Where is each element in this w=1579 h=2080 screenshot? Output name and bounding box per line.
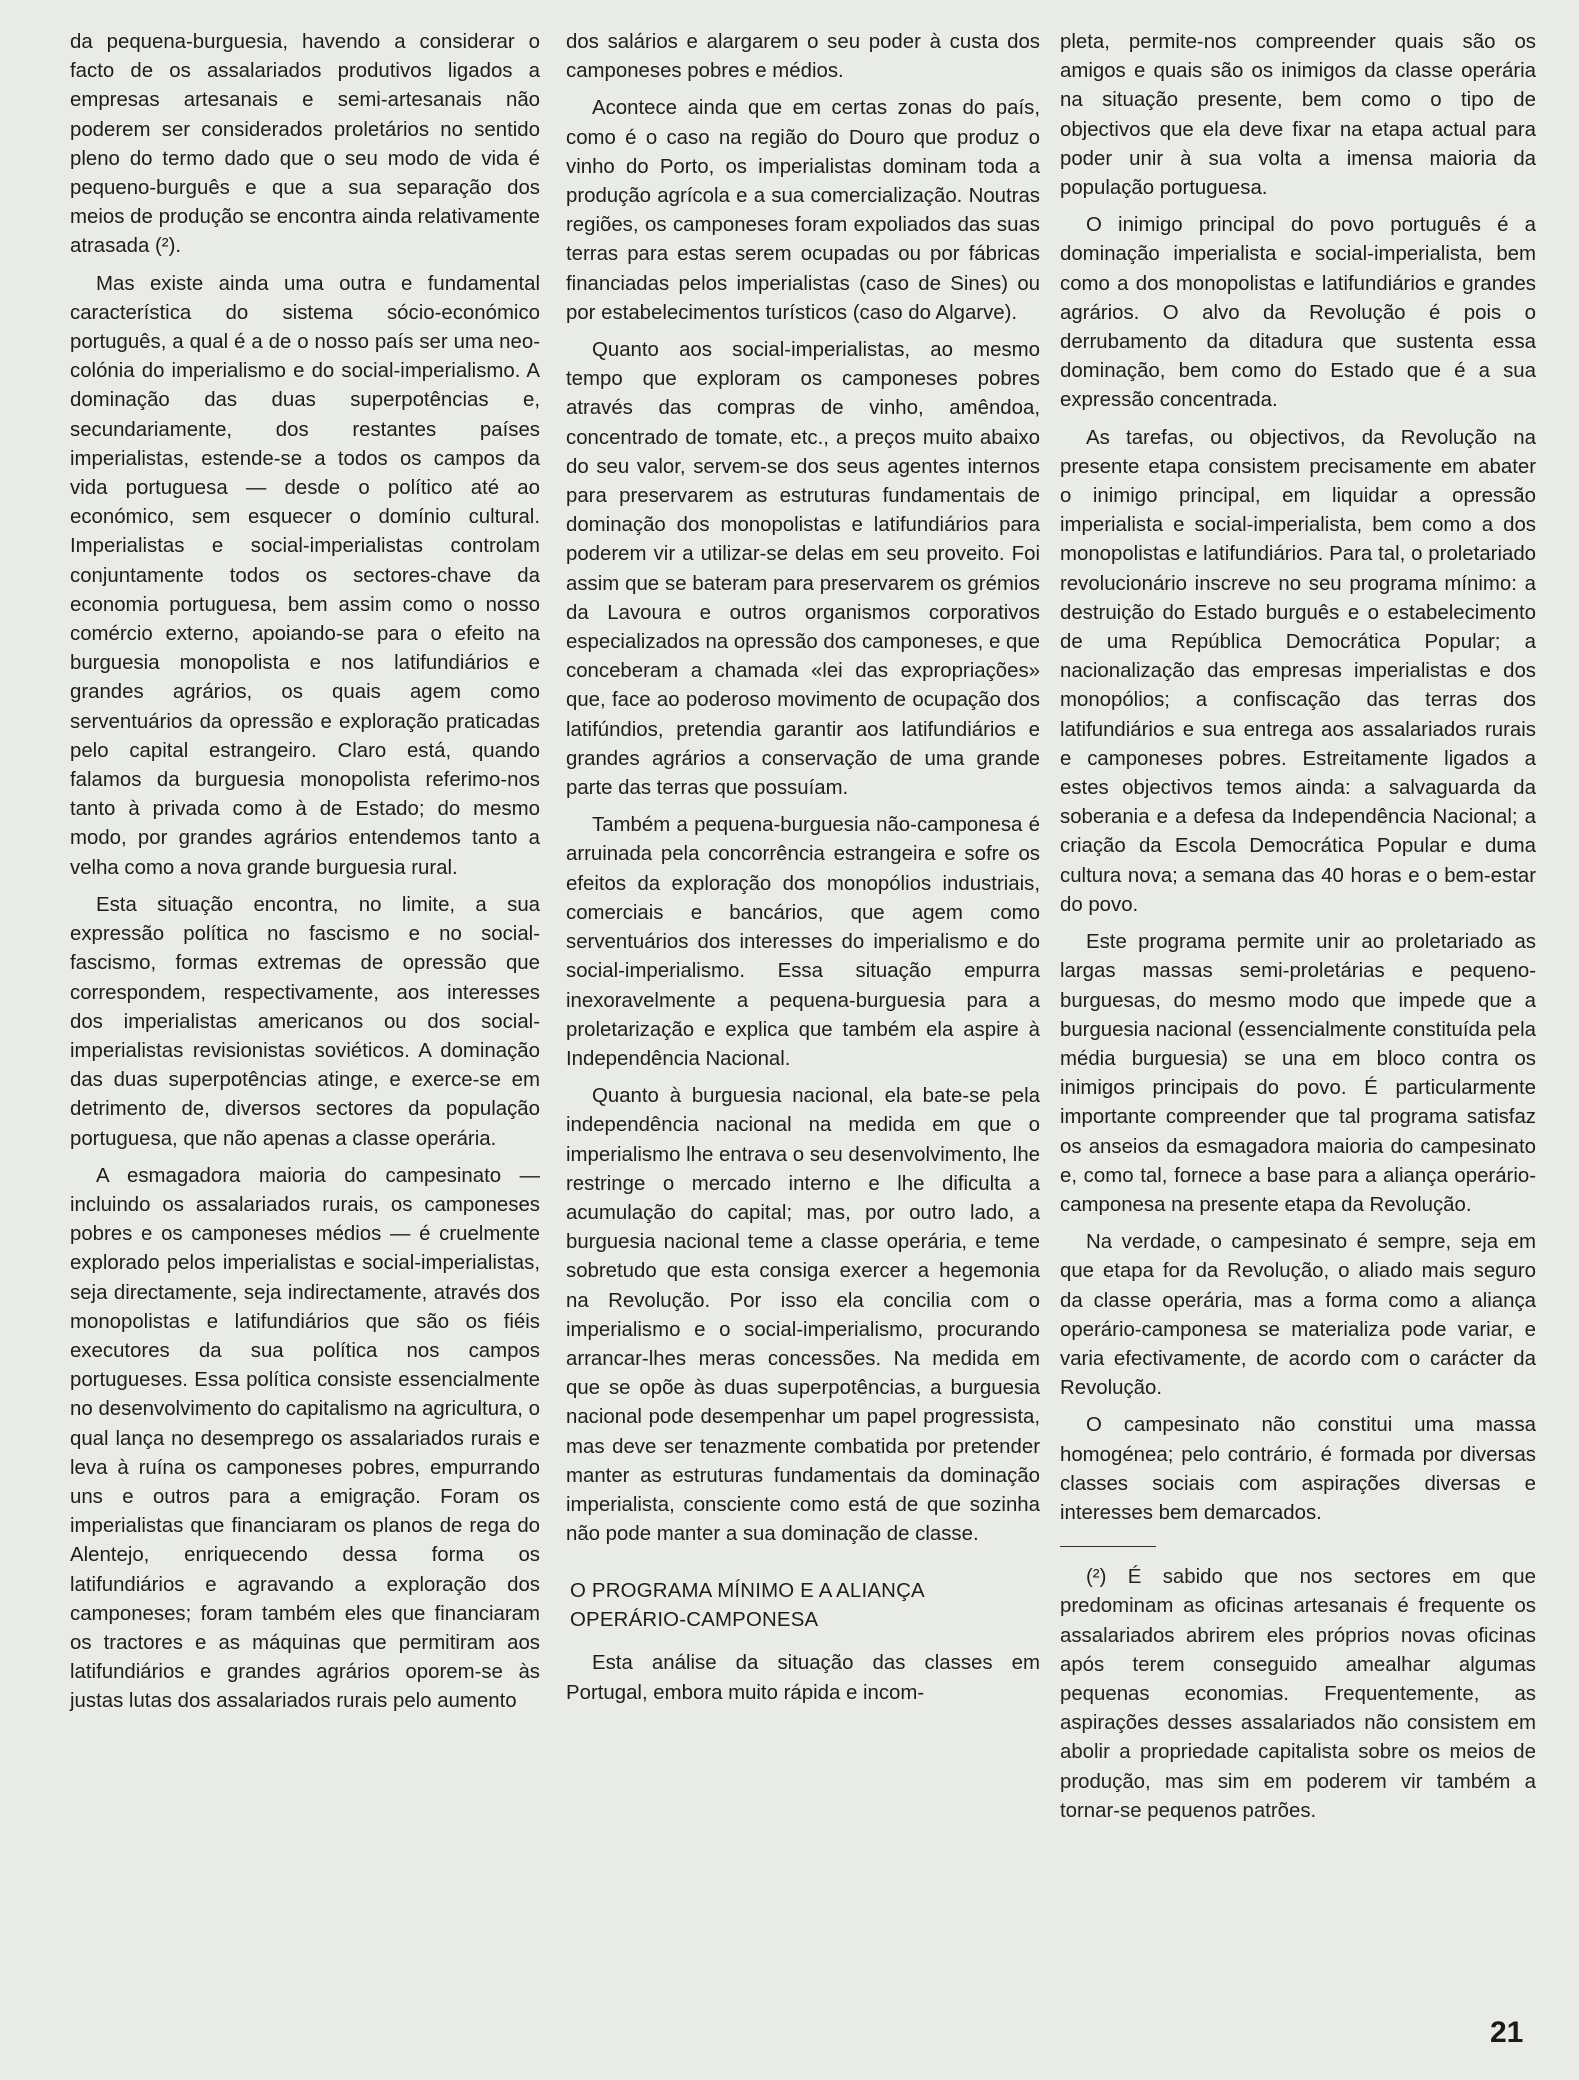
paragraph: Este programa permite unir ao proletariado as largas massas semi-proletárias e pequeno-burguesas, do mesmo modo que impede que a burguesia nacional (essencialmente constituída pela média burguesia) se una em bloco contra os inimigos principais do povo. É particularmente importante compreender que tal programa satisfaz os anseios da esmagadora maioria do campesinato e, como tal, fornece a base para a aliança operário-camponesa na presente etapa da Revolução. xyxy=(1060,931,1536,1216)
paragraph: Na verdade, o campesinato é sempre, seja em que etapa for da Revolução, o aliado mais seguro da classe operária, mas a forma como a aliança operário-camponesa se materializa pode variar, e varia efectivamente, de acordo com o carácter da Revolução. xyxy=(1060,1231,1536,1400)
paragraph: Também a pequena-burguesia não-camponesa é arruinada pela concorrência estrangeira e sofre os efeitos da exploração dos monopólios industriais, comerciais e bancários, que agem como serventuários dos interesses do imperialismo e do social-imperialismo. Essa situação empurra inexoravelmente a pequena-burguesia para a proletarização e explica que também ela aspire à Independência Nacional. xyxy=(566,814,1040,1070)
paragraph: Mas existe ainda uma outra e fundamental característica do sistema sócio-económico português, a qual é a de o nosso país ser uma neo-colónia do imperialismo e do social-imperialismo. A dominação das duas superpotências e, secundariamente, dos restantes países imperialistas, estende-se a todos os campos da vida portuguesa — desde o político até ao económico, sem esquecer o domínio cultural. Imperialistas e social-imperialistas controlam conjuntamente todos os sectores-chave da economia portuguesa, bem assim como o nosso comércio externo, apoiando-se para o efeito na burguesia monopolista e nos latifundiários e grandes agrários, os quais agem como serventuários da opressão e exploração praticadas pelo capital estrangeiro. Claro está, quando falamos da burguesia monopolista referimo-nos tanto à privada como à de Estado; do mesmo modo, por grandes agrários entendemos tanto a velha como a nova grande burguesia rural. xyxy=(70,272,540,879)
section-heading xyxy=(566,1577,1040,1635)
paragraph: Quanto aos social-imperialistas, ao mesmo tempo que exploram os camponeses pobres através das compras de vinho, amêndoa, concentrado de tomate, etc., a preços muito abaixo do seu valor, servem-se dos seus agentes internos para preservarem as estruturas fundamentais de dominação dos monopolistas e latifundiários para poderem vir a utilizar-se delas em seu proveito. Foi assim que se bateram para preservarem os grémios da Lavoura e outros organismos corporativos especializados na opressão dos camponeses, e que conceberam a chamada «lei das expropriações» que, face ao poderoso movimento de ocupação dos latifúndios, pretendia garantir aos latifundiários e grandes agrários a conservação de uma grande parte das terras que possuíam. xyxy=(566,339,1040,800)
paragraph: O inimigo principal do povo português é a dominação imperialista e social-imperialista, bem como a dos monopolistas e latifundiários e grandes agrários. O alvo da Revolução é pois o derrubamento da ditadura que sustenta essa dominação, bem como do Estado que é a sua expressão concentrada. xyxy=(1060,214,1536,412)
footnote-divider xyxy=(1060,1546,1156,1547)
paragraph: da pequena-burguesia, havendo a considerar o facto de os assalariados produtivos ligados a empresas artesanais e semi-artesanais não poderem ser considerados proletários no sentido pleno do termo dado que o seu modo de vida é pequeno-burguês e que a sua separação dos meios de produção se encontra ainda relativamente atrasada (²). xyxy=(70,31,540,258)
paragraph: Esta situação encontra, no limite, a sua expressão política no fascismo e no social-fascismo, formas extremas de opressão que correspondem, respectivamente, aos interesses dos imperialistas americanos ou dos social-imperialistas revisionistas soviéticos. A dominação das duas superpotências atinge, e exerce-se em detrimento de, diversos sectores da população portuguesa, que não apenas a classe operária. xyxy=(70,893,540,1150)
section-heading-line: O PROGRAMA MÍNIMO E A ALIANÇA xyxy=(570,1580,925,1603)
paragraph: Acontece ainda que em certas zonas do país, como é o caso na região do Douro que produz o vinho do Porto, os imperialistas dominam toda a produção agrícola e a sua comercialização. Noutras regiões, os camponeses foram expoliados das suas terras para estas serem ocupadas ou por fábricas financiadas pelos imperialistas (caso de Sines) ou por estabelecimentos turísticos (caso do Algarve). xyxy=(566,97,1040,324)
page-number: 21 xyxy=(1490,2016,1524,2049)
footnote: (²) É sabido que nos sectores em que predominam as oficinas artesanais é frequente os assalariados abrirem eles próprios novas oficinas após terem conseguido amealhar algumas pequenas economias. Frequentemente, as aspirações desses assalariados não consistem em abolir a propriedade capitalista sobre os meios de produção, mas sim em poderem vir também a tornar-se pequenos patrões. xyxy=(1060,1566,1536,1822)
paragraph: As tarefas, ou objectivos, da Revolução na presente etapa consistem precisamente em abater o inimigo principal, em liquidar a opressão imperialista e social-imperialista, bem como a dos monopolistas e latifundiários. Para tal, o proletariado revolucionário inscreve no seu programa mínimo: a destruição do Estado burguês e o estabelecimento de uma República Democrática Popular; a nacionalização das empresas imperialistas e dos monopólios; a confiscação das terras dos latifundiários e sua entrega aos assalariados rurais e camponeses pobres. Estreitamente ligados a estes objectivos temos ainda: a salvaguarda da soberania e a defesa da Independência Nacional; a criação da Escola Democrática Popular e duma cultura nova; a semana das 40 horas e o bem-estar do povo. xyxy=(1060,426,1536,916)
paragraph: dos salários e alargarem o seu poder à custa dos camponeses pobres e médios. xyxy=(566,31,1040,83)
text-column-2 xyxy=(566,28,1040,1708)
paragraph: Esta análise da situação das classes em Portugal, embora muito rápida e incom- xyxy=(566,1652,1040,1704)
paragraph: A esmagadora maioria do campesinato — incluindo os assalariados rurais, os camponeses pobres e os camponeses médios — é cruelmente explorado pelos imperialistas e social-imperialistas, seja directamente, seja indirectamente, através dos monopolistas e latifundiários que são os fiéis executores da sua política nos campos portugueses. Essa política consiste essencialmente no desenvolvimento do capitalismo na agricultura, o qual lança no desemprego os assalariados rurais e leva à ruína os camponeses pobres, empurrando uns e outros para a emigração. Foram os imperialistas que financiaram os planos de rega do Alentejo, enriquecendo dessa forma os latifundiários e agravando a exploração dos camponeses; foram também eles que financiaram os tractores e as máquinas que permitiram aos latifundiários e grandes agrários oporem-se às justas lutas dos assalariados rurais pelo aumento xyxy=(70,1164,540,1713)
section-heading-line: OPERÁRIO-CAMPONESA xyxy=(570,1609,819,1632)
paragraph: Quanto à burguesia nacional, ela bate-se pela independência nacional na medida em que o imperialismo lhe entrava o seu desenvolvimento, lhe restringe o mercado interno e lhe dificulta a acumulação do capital; mas, por outro lado, a burguesia nacional teme a classe operária, e teme sobretudo que esta consiga exercer a hegemonia na Revolução. Por isso ela concilia com o imperialismo e o social-imperialismo, procurando arrancar-lhes meras concessões. Na medida em que se opõe às duas superpotências, a burguesia nacional pode desempenhar um papel progressista, mas deve ser tenazmente combatida por pretender manter as estruturas fundamentais da dominação imperialista, consciente como está de que sozinha não pode manter a sua dominação de classe. xyxy=(566,1085,1040,1546)
text-column-1 xyxy=(70,28,540,1717)
paragraph: pleta, permite-nos compreender quais são os amigos e quais são os inimigos da classe operária na situação presente, bem como o tipo de objectivos que ela deve fixar na etapa actual para poder unir à sua volta a imensa maioria da população portuguesa. xyxy=(1060,31,1536,200)
text-column-3 xyxy=(1060,28,1536,1826)
paragraph: O campesinato não constitui uma massa homogénea; pelo contrário, é formada por diversas classes sociais com aspirações diversas e interesses bem demarcados. xyxy=(1060,1414,1536,1524)
